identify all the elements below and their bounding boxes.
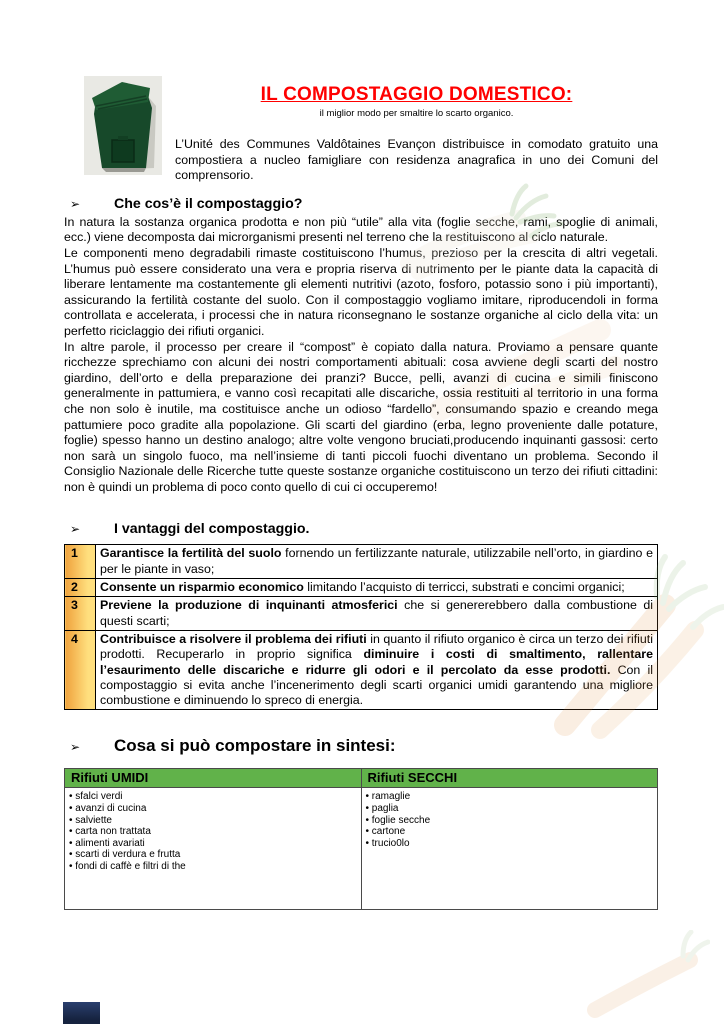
intro-paragraph: L’Unité des Communes Valdôtaines Evançon distribuisce in comodato gratuito una compostiera a nucleo famigliare con residenza anagrafica in uno dei Comuni del comprensorio.	[175, 137, 658, 183]
advantage-bold-lead: Consente un risparmio economico	[100, 580, 304, 595]
page-title: IL COMPOSTAGGIO DOMESTICO:	[260, 84, 573, 105]
advantage-row-3	[65, 597, 658, 631]
list-item: • ramaglie	[366, 791, 652, 803]
list-item: • avanzi di cucina	[69, 803, 355, 815]
compost-header-row	[65, 769, 658, 788]
advantage-bold-lead: Garantisce la fertilità del suolo	[100, 546, 282, 561]
secchi-cell	[361, 788, 658, 910]
advantage-rest: limitando l’acquisto di terricci, substrati e concimi organici;	[303, 580, 625, 595]
advantage-text	[96, 579, 658, 597]
arrow-bullet-icon: ➢	[70, 522, 81, 537]
advantage-rest: in quanto il rifiuto organico è circa un terzo dei rifiuti prodotti. Recuperarlo in proprio significa	[100, 631, 653, 662]
advantage-text	[96, 630, 658, 709]
advantage-number: 3	[65, 597, 96, 631]
section-heading-what	[70, 196, 658, 212]
list-item: • foglie secche	[366, 815, 652, 827]
list-item: • alimenti avariati	[69, 838, 355, 850]
list-item: • salviette	[69, 815, 355, 827]
composter-illustration	[84, 76, 162, 175]
advantage-row-2	[65, 579, 658, 597]
list-item: • paglia	[366, 803, 652, 815]
section-heading-compost	[70, 736, 658, 756]
carrots-watermark-bottom	[585, 930, 710, 1020]
advantage-bold-inline: diminuire i costi di smaltimento, rallentare l’esaurimento delle discariche e ridurre gli odori e il percolato da esse prodotti.	[100, 647, 653, 677]
list-item: • cartone	[366, 826, 652, 838]
document-header	[175, 84, 658, 184]
umidi-list	[69, 791, 355, 872]
list-item: • trucio0lo	[366, 838, 652, 850]
column-header-umidi: Rifiuti UMIDI	[65, 769, 362, 788]
advantage-rest-2: Con il compostaggio si evita anche l’incenerimento degli scarti organici umidi garantendo una migliore combustione e diminuendo lo spreco di energia.	[100, 662, 653, 708]
advantages-table	[64, 544, 658, 710]
advantage-rest: fornendo un fertilizzante naturale, utilizzabile nell’orto, in giardino e per le piante in vaso;	[100, 546, 653, 576]
section-title-compost: Cosa si può compostare in sintesi:	[114, 736, 396, 756]
list-item: • fondi di caffè e filtri di the	[69, 861, 355, 873]
advantage-number: 2	[65, 579, 96, 597]
advantage-text	[96, 545, 658, 579]
next-page-image-fragment	[63, 1002, 100, 1024]
advantage-bold-lead: Contribuisce a risolvere il problema dei rifiuti	[100, 631, 367, 646]
page-subtitle: il miglior modo per smaltire lo scarto organico.	[319, 108, 514, 119]
paragraph-what-2: Le componenti meno degradabili rimaste costituiscono l’humus, prezioso per la crescita di altri vegetali. L’humus può essere considerato una vera e propria riserva di nutrimento per le piante data la capacità di liberare lentamente ma costantemente gli elementi nutritivi (azoto, fosforo, potassio sono i più importanti), assicurando la fertilità costante del suolo. Con il compostaggio vogliamo imitare, riproducendoli in forma controllata e accelerata, i processi che in natura riconsegnano le sostanze organiche al ciclo della vita: un perfetto riciclaggio dei rifiuti organici.	[64, 245, 658, 338]
advantage-number: 1	[65, 545, 96, 579]
umidi-cell	[65, 788, 362, 910]
paragraph-what-3: In altre parole, il processo per creare il “compost” è copiato dalla natura. Proviamo a pensare quante ricchezze sprechiamo con alcuni dei nostri comportamenti abituali: cosa avviene degli scarti del nostro giardino, dell’orto e della preparazione dei pranzi? Bucce, pelli, avanzi di cucina e simili finiscono generalmente in pattumiera, e vanno così recapitati alle discariche, ossia restituiti al territorio in una forma che non solo è inutile, ma costituisce anche un odioso “fardello”, consumando spazio e creando mega pattumiere poco gradite alla popolazione. Gli scarti del giardino (erba, legno proveniente dalle potature, foglie) spesso hanno un destino analogo; altre volte vengono bruciati,producendo inquinanti gassosi: certo non sarà un singolo fuoco, ma nell’insieme di tanti piccoli fuochi diventano un problema. Secondo il Consiglio Nazionale delle Ricerche tutte queste sostanze organiche costituiscono un terzo dei rifiuti cittadini: non è quindi un problema di poco conto quello di cui ci occuperemo!	[64, 339, 658, 494]
list-item: • scarti di verdura e frutta	[69, 849, 355, 861]
compost-body-row	[65, 788, 658, 910]
arrow-bullet-icon: ➢	[70, 196, 81, 211]
section-title-advantages: I vantaggi del compostaggio.	[114, 521, 310, 538]
advantage-bold-lead: Previene la produzione di inquinanti atmosferici	[100, 598, 398, 613]
composter-photo	[84, 76, 162, 175]
advantage-row-1	[65, 545, 658, 579]
arrow-bullet-icon: ➢	[70, 740, 81, 755]
section-heading-advantages	[70, 521, 658, 537]
secchi-list	[366, 791, 652, 849]
advantage-row-4	[65, 630, 658, 709]
advantage-text	[96, 597, 658, 631]
section-title-what: Che cos’è il compostaggio?	[114, 195, 303, 212]
compost-table	[64, 768, 658, 910]
column-header-secchi: Rifiuti SECCHI	[361, 769, 658, 788]
paragraph-what-1: In natura la sostanza organica prodotta e non più “utile” alla vita (foglie secche, rami, spoglie di animali, ecc.) viene decomposta dai microrganismi presenti nel terreno che la restituiscono al ciclo naturale.	[64, 214, 658, 245]
list-item: • sfalci verdi	[69, 791, 355, 803]
list-item: • carta non trattata	[69, 826, 355, 838]
advantage-number: 4	[65, 630, 96, 709]
advantage-rest: che si genererebbero dalla combustione di questi scarti;	[100, 598, 654, 628]
